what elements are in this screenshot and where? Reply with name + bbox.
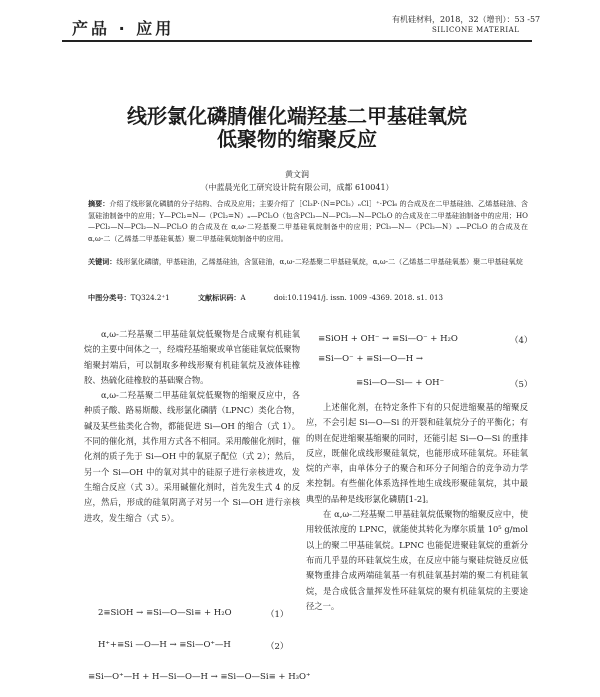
equation-1: 2≡SiOH → ≡Si—O—Si≡ + H₂O — [98, 608, 232, 618]
abstract-text: 介绍了线形氯化磷腈的分子结构、合成及应用；主要介绍了［Cl₃P·（N=PCl₂）ₙCl］⁺·PCl₆ 的合成及在二甲基硅油、乙烯基硅油、含氢硅油制备中的应用；Y—PCl₂=N—（PCl₂=N）ₙ—PCl₂O（包含PCl₃—N—PCl₂—N—PCl₂O 的合成及在二甲基硅油制备中的应用；HO—PCl₂—N—PCl₂—N—PCl₂O 的合成及在 α,ω-二羟基聚二甲基硅氧烷制备中的应用；PCl₃—N—（PCl₂—N）ₙ—PCl₂O 的合成及在 α,ω-二（乙烯基二甲基硅氧基）聚二甲基硅氧烷制备中的应用。 — [88, 199, 529, 243]
journal-name-english: SILICONE MATERIAL — [432, 26, 520, 34]
clc-value: TQ324.2⁺1 — [130, 293, 170, 302]
equation-5-number: （5） — [510, 380, 533, 390]
equation-5-products: ≡Si—O—Si— + OH⁻ — [356, 378, 445, 388]
paper-title-line-2: 低聚物的缩聚反应 — [217, 127, 377, 151]
abstract — [88, 198, 528, 244]
doc-code-value: A — [240, 293, 246, 302]
equation-4: ≡SiOH + OH⁻ → ≡Si—O⁻ + H₂O — [318, 334, 458, 344]
body-paragraph: α,ω-二羟基聚二甲基硅氧烷低聚物的缩聚反应中，各种质子酸、路易斯酸、线形氯化磷腈（LPNC）类化合物，碱及某些盐类化合物，都能促进 Si—OH 的缩合（式 1）。不同的催化剂，其作用方式各不相同。采用酸催化剂时，催化剂的质子先于 Si—OH 中的氧原子配位（式 2）；然后，另一个 Si—OH 中的氧对其中的硅原子进行亲核进攻，发生缩合反应（式 3）。采用碱催化剂时，首先发生式 4 的反应，然后，形成的硅氧阴离子对另一个 Si—OH 进行亲核进攻，发生缩合（式 5）。 — [84, 390, 300, 523]
keywords-text: 线形氯化磷腈，甲基硅油，乙烯基硅油，含氢硅油，α,ω-二羟基聚二甲基硅氧烷，α,ω-二（乙烯基二甲基硅氧基）聚二甲基硅氧烷 — [116, 257, 523, 266]
keywords-label: 关键词： — [88, 257, 117, 266]
classification-row — [88, 293, 528, 303]
body-paragraph: α,ω-二羟基聚二甲基硅氧烷低聚物是合成聚有机硅氧烷的主要中间体之一，经端羟基缩聚或单官能硅氧烷低聚物缩聚封端后，可以制取多种线形聚有机硅氧烷及液体硅橡胶、热硫化硅橡胶的基础聚合物。 — [84, 329, 300, 385]
equation-3: ≡Si—O⁺—H + H—Si—O—H → ≡Si—O—Si≡ + H₃O⁺ — [88, 672, 311, 682]
section-label: 产品 · 应用 — [72, 19, 175, 38]
affiliation: （中蓝晨光化工研究设计院有限公司，成都 610041） — [200, 183, 394, 192]
doc-code-label: 文献标识码： — [197, 293, 241, 302]
abstract-label: 摘要： — [88, 199, 110, 208]
doi: doi:10.11941/j. issn. 1009 -4369. 2018. s1. 013 — [273, 293, 443, 302]
equation-4-number: （4） — [510, 336, 533, 346]
equation-2-number: （2） — [266, 642, 289, 652]
author: 黄文润 — [285, 170, 309, 179]
equation-2: H⁺+≡Si —O—H → ≡Si—O⁺—H — [98, 640, 231, 650]
paper-title-line-1: 线形氯化磷腈催化端羟基二甲基硅氧烷 — [127, 104, 467, 128]
right-column — [306, 400, 528, 614]
body-paragraph: 上述催化剂，在特定条件下有的只促进缩聚基的缩聚反应，不会引起 Si—O—Si 的开裂和硅氧烷分子的平衡化；有的则在促进缩聚基缩聚的同时，还能引起 Si—O—Si 的重排反应，既催化成线形聚硅氧烷，也能形成环硅氧烷。环硅氧烷的产率，由单体分子的聚合和环分子间缩合的竞争动力学来控制。有些催化体系选择性地生成线形聚硅氧烷，其中最典型的品种是线形氯化磷腈[1-2]。 — [306, 402, 528, 504]
journal-citation: 有机硅材料，2018，32（增刊）：53 -57 — [392, 15, 541, 24]
clc-field — [88, 293, 170, 302]
equation-1-number: （1） — [266, 610, 289, 620]
left-column — [84, 327, 300, 526]
doc-code-field — [198, 293, 246, 302]
clc-label: 中图分类号： — [88, 293, 131, 302]
keywords — [88, 256, 528, 268]
body-paragraph: 在 α,ω-二羟基聚二甲基硅氧烷低聚物的缩聚反应中，使用较低浓度的 LPNC，就能使其转化为摩尔质量 10⁵ g/mol 以上的聚二甲基硅氧烷。LPNC 也能促进聚硅氧烷的重新分布而几乎显的环硅氧烷生成，在反应中能与聚硅烷链反应低聚物重排合成两端硅氧基一有机硅氧基封端的聚二有机硅氧烷，是合成低含量挥发性环硅氧烷的聚有机硅氧烷的主要途径之一。 — [306, 509, 528, 611]
equation-5-reactants: ≡Si—O⁻ + ≡Si—O—H → — [318, 354, 424, 364]
header-rule — [62, 40, 532, 42]
